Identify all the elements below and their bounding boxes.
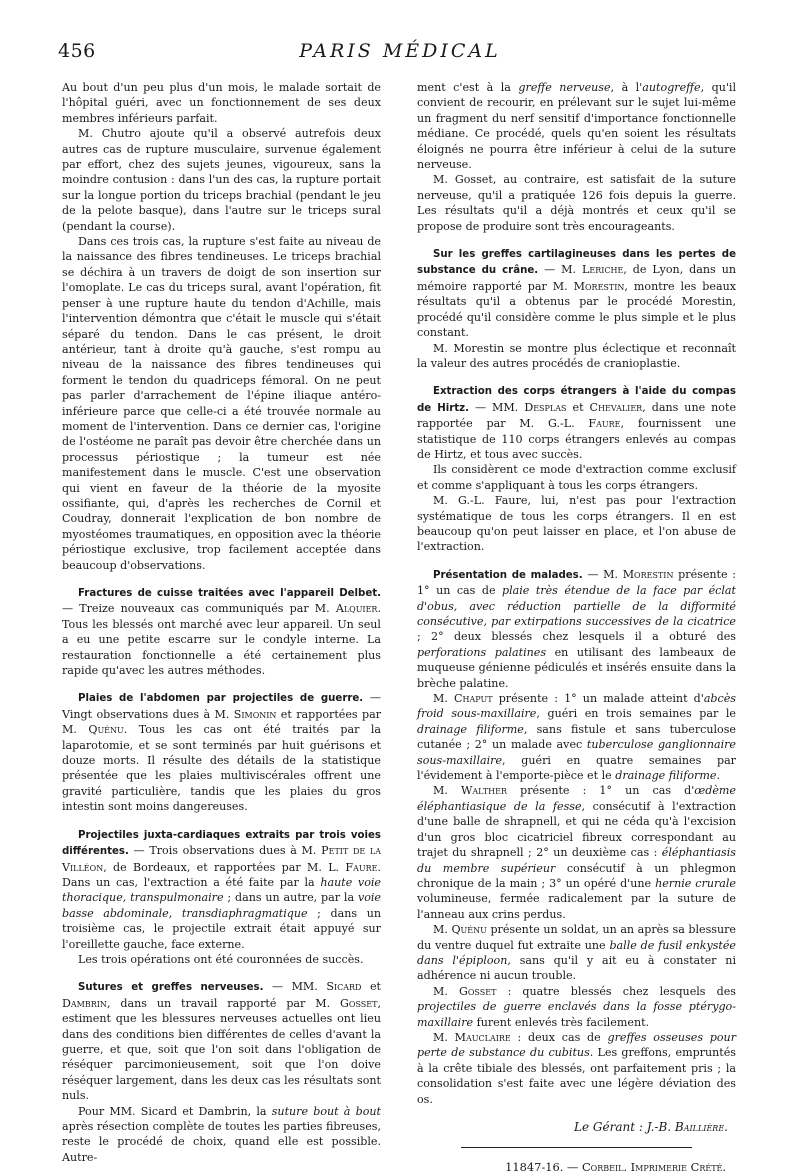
text-run: : quatre blessés chez lesquels des	[496, 984, 736, 998]
emphasis: œdème éléphantiasique de la fesse	[417, 784, 736, 813]
signature-label: Le Gérant :	[574, 1120, 647, 1134]
section-fractures	[62, 585, 381, 678]
emphasis: greffes osseuses pour perte de substance du cubitus	[417, 1030, 736, 1060]
text-run: — Trois observations dues à M.	[128, 844, 322, 858]
text-run: ; dans un autre, par la	[223, 891, 358, 905]
author-name: Desplas	[524, 400, 567, 414]
text-run: présente : 1° un cas de	[417, 567, 736, 598]
printer-name: Corbeil. Imprimerie Crété.	[581, 1160, 726, 1175]
author-name: Alquier	[335, 602, 378, 616]
text-run: après résection complète de toutes les parties fibreuses, reste le procédé de choix, quand elle est possible. Autre-	[62, 1120, 381, 1164]
emphasis: balle de fusil enkystée dans l'épiploon	[417, 938, 736, 967]
left-column	[62, 80, 381, 1165]
text-run: , consécutif à l'extraction d'une balle de shrapnell, et qui ne céda qu'à l'excision d'un gros bloc cicatriciel fibreux correspondant au trajet du shrapnell ; 2° un deuxième cas :	[417, 799, 736, 860]
section-extraction	[417, 383, 736, 462]
paragraph: M. Chutro ajoute qu'il a observé autrefois deux autres cas de rupture musculaire, survenue également par effort, chez des sujets jeunes, vigoureux, sans la moindre contusion : dans l'un des cas, la rupture portait sur la longue portion du triceps brachial (pendant le jeu de la pelote basque), dans l'autre sur le triceps sural (pendant la course).	[62, 127, 381, 233]
emphasis: drainage filiforme	[615, 769, 717, 783]
emphasis: tuberculose ganglionnaire sous-maxillaire	[417, 738, 736, 767]
section-title: Fractures de cuisse traitées avec l'appareil Delbet.	[78, 588, 381, 599]
text-run: ; dans un troisième cas, le projectile extrait était appuyé sur l'oreillette gauche, face externe.	[62, 906, 381, 951]
author-name: M. Quénu	[433, 923, 487, 937]
text-run: en utilisant des lambeaux de muqueuse génienne pédiculés et insérés ensuite dans la brèche palatine.	[417, 645, 736, 690]
text-run: consécutif à un phlegmon chronique de la main ; 3° un opéré d'une	[417, 861, 736, 890]
emphasis: drainage filiforme	[417, 722, 524, 736]
text-run: — MM.	[468, 400, 525, 414]
emphasis: suture bout à bout	[271, 1104, 381, 1118]
text-run: . Dans un cas, l'extraction a été faite par la	[62, 860, 381, 889]
emphasis: éléphantiasis du membre supérieur	[417, 846, 736, 875]
paragraph: Dans ces trois cas, la rupture s'est faite au niveau de la naissance des fibres tendineuses. Le triceps brachial se déchira à un travers de doigt de son insertion sur l'omoplate. Le cas du triceps sural, avant l'opération, fit penser à une rupture haute du tendon d'Achille, mais l'intervention démontra que c'était le muscle qui s'était séparé du tendon. Dans le cas présent, le droit antérieur, tant à droite qu'à gauche, s'est rompu au niveau de la naissance des fibres tendineuses qui forment le tendon du quadriceps fémoral. On ne peut pas parler d'arrachement de l'épine iliaque antéro-inférieure parce que celle-ci a été trouvée normale au moment de l'intervention. Dans ce dernier cas, l'origine de l'ostéome ne paraît pas devoir être cherchée dans un processus périostique ; la tumeur est née manifestement dans le muscle. C'est une observation qui vient en faveur de la théorie de la myosite ossifiante, qui, d'après les recherches de Cornil et Coudray, donnerait l'explication de bon nombre de myostéomes traumatiques, en opposition avec la théorie périostique exclusive, trop facilement acceptée dans beaucoup d'observations.	[62, 235, 381, 572]
text-run: présente un soldat, un an après sa blessure du ventre duquel fut extraite une	[417, 923, 736, 952]
section-title: Sutures et greffes nerveuses.	[78, 982, 264, 994]
text-run: —	[563, 1160, 582, 1175]
author-name: Morestin	[622, 567, 674, 581]
paragraph	[417, 80, 736, 172]
text-run: — MM.	[263, 980, 327, 994]
section-greffes	[417, 246, 736, 340]
text-run: ; 2° deux blessés chez lesquels il a obturé des	[417, 630, 736, 644]
text-run: , guéri en trois semaines par le	[536, 707, 736, 721]
paragraph	[62, 1104, 381, 1166]
text-run: , à l'	[610, 81, 643, 94]
text-run: — M.	[538, 263, 582, 277]
paragraph: Au bout d'un peu plus d'un mois, le malade sortait de l'hôpital guéri, avec un fonctionnement de ses deux membres inférieurs parfait.	[62, 81, 381, 125]
text-run: présente : 1° un malade atteint d'	[492, 692, 704, 706]
signature-name: J.-B. Baillière.	[646, 1120, 728, 1134]
text-run: . Tous les blessés ont marché avec leur appareil. Un seul a eu une petite escarre sur le condyle interne. La restauration fonctionnelle a été certainement plus rapide qu'avec les autres méthodes.	[62, 602, 381, 678]
author-name: Chevalier	[589, 400, 643, 414]
page-number: 456	[58, 40, 96, 62]
emphasis: plaie très étendue de la face par éclat d'obus, avec réduction partielle de la difformité consécutive, par extirpations successives de la cicatrice	[417, 584, 736, 628]
author-name: M. Mauclaire	[433, 1030, 511, 1044]
paragraph: M. Gosset, au contraire, est satisfait de la suture nerveuse, qu'il a pratiquée 126 fois depuis la guerre. Les résultats qu'il a déjà montrés et ceux qu'il se propose de produire sont très encourageants.	[417, 173, 736, 233]
right-column	[417, 80, 736, 1176]
text-run: furent enlevés très facilement.	[473, 1015, 650, 1029]
emphasis: perforations palatines	[417, 645, 547, 659]
running-title: PARIS MÉDICAL	[299, 40, 501, 62]
section-title: Extraction des corps étrangers à l'aide du compas de Hirtz.	[417, 386, 736, 414]
emphasis: greffe nerveuse	[518, 81, 611, 94]
author-name: Gosset	[340, 996, 378, 1010]
paragraph	[417, 1030, 736, 1107]
section-title: Sur les greffes cartilagineuses dans les pertes de substance du crâne.	[417, 249, 736, 277]
section-sutures	[62, 979, 381, 1103]
author-name: M. Gosset	[433, 984, 497, 998]
section-title: Présentation de malades.	[433, 569, 583, 581]
paragraph: Ils considèrent ce mode d'extraction comme exclusif et comme s'appliquant à tous les corps étrangers.	[417, 463, 736, 492]
text-run: , fournissent une statistique de 110 corps étrangers enlevés au compas de Hirtz, et tous avec succès.	[417, 417, 736, 461]
text-run: , montre les beaux résultats qu'il a obtenus par le procédé Morestin, procédé qu'il considère comme le plus simple et le plus constant.	[417, 279, 736, 340]
paragraph	[417, 691, 736, 783]
emphasis: projectiles de guerre enclavés dans la fosse ptérygo-maxillaire	[417, 1000, 736, 1029]
text-run: , dans un travail rapporté par M.	[106, 996, 341, 1010]
text-run: et	[361, 980, 381, 994]
text-run: , sans qu'il y ait eu à constater ni adhérence ni aucun trouble.	[417, 953, 736, 983]
paragraph: M. G.-L. Faure, lui, n'est pas pour l'extraction systématique de tous les corps étrangers. Il en est beaucoup qu'on peut laisser en place, et l'on abuse de l'extraction.	[417, 494, 736, 554]
author-name: Sicard	[326, 980, 362, 994]
text-run: . Tous les cas ont été traités par la laparotomie, et se sont terminés par huit guérisons et douze morts. Il résulte des détails de la statistique présentée que les plaies multiviscérales offrent une gravité particulière, tandis que les plaies du gros intestin sont moins dangereuses.	[62, 723, 381, 814]
emphasis: autogreffe	[642, 81, 701, 94]
paragraph: M. Morestin se montre plus éclectique et reconnaît la valeur des autres procédés de cranioplastie.	[417, 341, 736, 370]
printer-number: 11847-16.	[505, 1160, 564, 1175]
paragraph	[417, 783, 736, 922]
text-run: — M.	[582, 567, 623, 581]
text-run: , dans une note rapportée par M.	[417, 400, 737, 431]
text-run: , qu'il convient de recourir, en prélevant sur le sujet lui-même un fragment du nerf sensitif d'importance fonctionnelle médiane. Ce procédé, quels qu'en soient les résultats éloignés ne pourra être inférieur à celui de la suture nerveuse.	[417, 81, 737, 172]
signature	[417, 1120, 736, 1135]
author-name: Simonin	[233, 707, 277, 721]
author-name: G.-L. Faure	[548, 417, 621, 431]
section-title: Plaies de l'abdomen par projectiles de guerre.	[78, 693, 364, 705]
author-name: M. Walther	[433, 784, 507, 798]
divider	[461, 1147, 692, 1148]
paragraph: Les trois opérations ont été couronnées de succès.	[78, 952, 364, 966]
paragraph	[417, 984, 736, 1030]
text-run: ment c'est à la	[417, 81, 519, 94]
text-run: volumineuse, fermée radicalement par la suture de l'anneau aux crins perdus.	[417, 892, 736, 921]
section-presentation	[417, 567, 736, 691]
text-run: , guéri en quatre semaines par l'évidement à l'emporte-pièce et le	[417, 753, 736, 783]
author-name: Leriche	[581, 263, 624, 277]
section-plaies	[62, 690, 381, 814]
emphasis: haute voie thoracique, transpulmonaire	[62, 875, 381, 905]
text-run: et rapportées par M.	[62, 707, 381, 737]
section-title: Projectiles juxta-cardiaques extraits par trois voies différentes.	[62, 829, 381, 858]
author-name: Morestin	[573, 279, 625, 293]
paragraph	[417, 922, 736, 984]
text-run: — Treize nouveaux cas communiqués par M.	[62, 602, 336, 616]
section-juxta	[62, 827, 381, 952]
text-run: : deux cas de	[510, 1030, 608, 1044]
text-run: , de Bordeaux, et rapportées par M.	[103, 860, 329, 874]
text-run: . Les greffons, empruntés à la crête tibiale des blessés, ont parfaitement pris ; la consolidation s'est faite avec une légère déviation des os.	[417, 1046, 736, 1106]
author-name: M. Chaput	[433, 692, 493, 706]
author-name: Dambrin	[62, 996, 107, 1010]
author-name: Petit de la Villéon	[62, 844, 381, 874]
text-run: Pour MM. Sicard et Dambrin, la	[78, 1104, 272, 1118]
author-name: Quénu	[88, 723, 124, 737]
text-run: , sans fistule et sans tuberculose cutanée ; 2° un malade avec	[417, 722, 736, 752]
emphasis: voie basse abdominale, transdiaphragmatique	[62, 891, 381, 920]
text-run: , de Lyon, dans un mémoire rapporté par M.	[417, 263, 736, 293]
text-run: , estiment que les blessures nerveuses actuelles ont lieu dans des conditions bien différentes de celles d'avant la guerre, et que, soit que l'on soit dans l'obligation de réséquer parcimonieusement, soit que l'on doive réséquer largement, dans les deux cas les résultats sont nuls.	[62, 996, 381, 1103]
printer-imprint	[417, 1160, 736, 1175]
author-name: L. Faure	[328, 860, 378, 874]
emphasis: hernie crurale	[655, 876, 736, 890]
text-run: et	[566, 400, 590, 414]
text-run: présente : 1° un cas d'	[507, 784, 695, 798]
text-run: .	[716, 769, 720, 783]
emphasis: abcès froid sous-maxillaire	[417, 692, 736, 721]
text-run: — Vingt observations dues à M.	[62, 691, 382, 721]
